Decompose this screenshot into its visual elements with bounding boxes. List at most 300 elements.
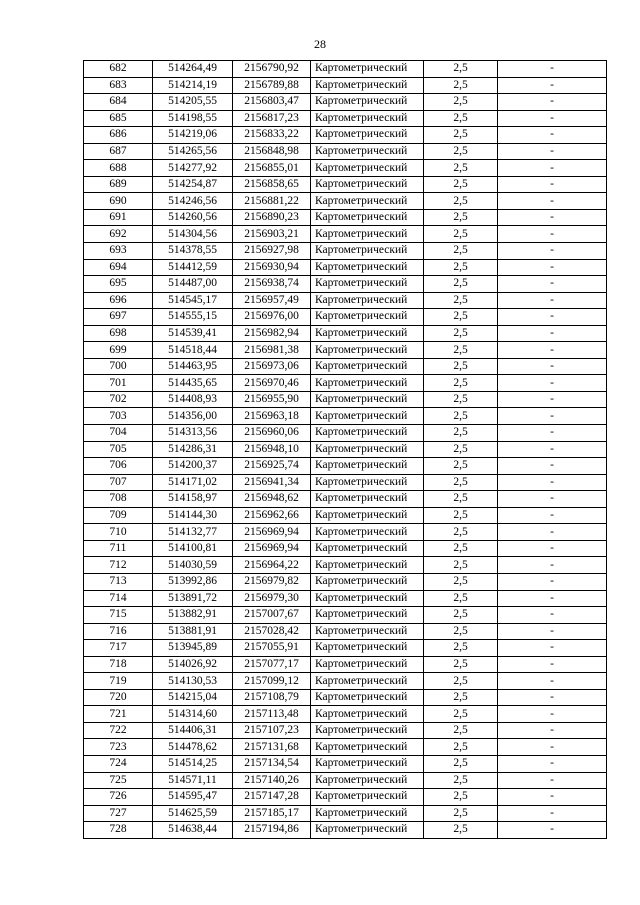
y-coordinate-cell: 2157147,28	[233, 789, 311, 806]
dash-cell: -	[498, 375, 607, 392]
y-coordinate-cell: 2157131,68	[233, 739, 311, 756]
x-coordinate-cell: 514638,44	[153, 822, 233, 839]
y-coordinate-cell: 2156970,46	[233, 375, 311, 392]
table-row	[84, 573, 607, 590]
x-coordinate-cell: 514518,44	[153, 342, 233, 359]
dash-cell: -	[498, 61, 607, 78]
dash-cell: -	[498, 805, 607, 822]
dash-cell: -	[498, 507, 607, 524]
dash-cell: -	[498, 127, 607, 144]
precision-cell: 2,5	[424, 143, 498, 160]
x-coordinate-cell: 514214,19	[153, 77, 233, 94]
table-row	[84, 689, 607, 706]
table-row	[84, 789, 607, 806]
point-number-cell: 726	[84, 789, 153, 806]
y-coordinate-cell: 2156969,94	[233, 540, 311, 557]
y-coordinate-cell: 2156855,01	[233, 160, 311, 177]
point-number-cell: 709	[84, 507, 153, 524]
method-cell: Картометрический	[311, 623, 424, 640]
dash-cell: -	[498, 391, 607, 408]
dash-cell: -	[498, 656, 607, 673]
y-coordinate-cell: 2157113,48	[233, 706, 311, 723]
point-number-cell: 692	[84, 226, 153, 243]
x-coordinate-cell: 514260,56	[153, 209, 233, 226]
dash-cell: -	[498, 342, 607, 359]
point-number-cell: 714	[84, 590, 153, 607]
precision-cell: 2,5	[424, 458, 498, 475]
method-cell: Картометрический	[311, 640, 424, 657]
point-number-cell: 688	[84, 160, 153, 177]
table-row	[84, 358, 607, 375]
dash-cell: -	[498, 789, 607, 806]
method-cell: Картометрический	[311, 408, 424, 425]
precision-cell: 2,5	[424, 226, 498, 243]
precision-cell: 2,5	[424, 110, 498, 127]
precision-cell: 2,5	[424, 292, 498, 309]
table-row	[84, 193, 607, 210]
method-cell: Картометрический	[311, 822, 424, 839]
point-number-cell: 710	[84, 524, 153, 541]
method-cell: Картометрический	[311, 110, 424, 127]
dash-cell: -	[498, 77, 607, 94]
point-number-cell: 700	[84, 358, 153, 375]
table-row	[84, 209, 607, 226]
y-coordinate-cell: 2156925,74	[233, 458, 311, 475]
x-coordinate-cell: 514595,47	[153, 789, 233, 806]
precision-cell: 2,5	[424, 243, 498, 260]
y-coordinate-cell: 2157099,12	[233, 673, 311, 690]
precision-cell: 2,5	[424, 375, 498, 392]
table-row	[84, 425, 607, 442]
table-row	[84, 722, 607, 739]
x-coordinate-cell: 514555,15	[153, 309, 233, 326]
x-coordinate-cell: 513881,91	[153, 623, 233, 640]
method-cell: Картометрический	[311, 425, 424, 442]
dash-cell: -	[498, 623, 607, 640]
y-coordinate-cell: 2156833,22	[233, 127, 311, 144]
point-number-cell: 718	[84, 656, 153, 673]
method-cell: Картометрический	[311, 507, 424, 524]
dash-cell: -	[498, 408, 607, 425]
precision-cell: 2,5	[424, 94, 498, 111]
method-cell: Картометрический	[311, 739, 424, 756]
x-coordinate-cell: 514200,37	[153, 458, 233, 475]
point-number-cell: 687	[84, 143, 153, 160]
method-cell: Картометрический	[311, 77, 424, 94]
y-coordinate-cell: 2156881,22	[233, 193, 311, 210]
precision-cell: 2,5	[424, 540, 498, 557]
table-row	[84, 739, 607, 756]
x-coordinate-cell: 514487,00	[153, 276, 233, 293]
precision-cell: 2,5	[424, 623, 498, 640]
table-row	[84, 491, 607, 508]
table-row	[84, 441, 607, 458]
point-number-cell: 693	[84, 243, 153, 260]
table-row	[84, 656, 607, 673]
method-cell: Картометрический	[311, 193, 424, 210]
point-number-cell: 702	[84, 391, 153, 408]
point-number-cell: 682	[84, 61, 153, 78]
x-coordinate-cell: 514144,30	[153, 507, 233, 524]
x-coordinate-cell: 514254,87	[153, 176, 233, 193]
precision-cell: 2,5	[424, 441, 498, 458]
dash-cell: -	[498, 425, 607, 442]
method-cell: Картометрический	[311, 607, 424, 624]
x-coordinate-cell: 514435,65	[153, 375, 233, 392]
precision-cell: 2,5	[424, 673, 498, 690]
y-coordinate-cell: 2156960,06	[233, 425, 311, 442]
precision-cell: 2,5	[424, 722, 498, 739]
precision-cell: 2,5	[424, 524, 498, 541]
table-row	[84, 772, 607, 789]
precision-cell: 2,5	[424, 259, 498, 276]
dash-cell: -	[498, 689, 607, 706]
y-coordinate-cell: 2156803,47	[233, 94, 311, 111]
dash-cell: -	[498, 458, 607, 475]
table-row	[84, 292, 607, 309]
precision-cell: 2,5	[424, 491, 498, 508]
x-coordinate-cell: 514264,49	[153, 61, 233, 78]
x-coordinate-cell: 514205,55	[153, 94, 233, 111]
y-coordinate-cell: 2156903,21	[233, 226, 311, 243]
table-row	[84, 391, 607, 408]
precision-cell: 2,5	[424, 590, 498, 607]
x-coordinate-cell: 514246,56	[153, 193, 233, 210]
method-cell: Картометрический	[311, 375, 424, 392]
point-number-cell: 704	[84, 425, 153, 442]
y-coordinate-cell: 2156948,10	[233, 441, 311, 458]
table-row	[84, 822, 607, 839]
precision-cell: 2,5	[424, 309, 498, 326]
y-coordinate-cell: 2156963,18	[233, 408, 311, 425]
x-coordinate-cell: 514378,55	[153, 243, 233, 260]
point-number-cell: 689	[84, 176, 153, 193]
precision-cell: 2,5	[424, 789, 498, 806]
y-coordinate-cell: 2157007,67	[233, 607, 311, 624]
x-coordinate-cell: 514314,60	[153, 706, 233, 723]
method-cell: Картометрический	[311, 474, 424, 491]
method-cell: Картометрический	[311, 722, 424, 739]
method-cell: Картометрический	[311, 673, 424, 690]
x-coordinate-cell: 514132,77	[153, 524, 233, 541]
precision-cell: 2,5	[424, 607, 498, 624]
point-number-cell: 697	[84, 309, 153, 326]
table-row	[84, 226, 607, 243]
dash-cell: -	[498, 755, 607, 772]
table-row	[84, 61, 607, 78]
table-row	[84, 160, 607, 177]
x-coordinate-cell: 514265,56	[153, 143, 233, 160]
table-row	[84, 623, 607, 640]
x-coordinate-cell: 514625,59	[153, 805, 233, 822]
dash-cell: -	[498, 276, 607, 293]
precision-cell: 2,5	[424, 640, 498, 657]
table-row	[84, 805, 607, 822]
point-number-cell: 703	[84, 408, 153, 425]
method-cell: Картометрический	[311, 358, 424, 375]
point-number-cell: 686	[84, 127, 153, 144]
precision-cell: 2,5	[424, 689, 498, 706]
x-coordinate-cell: 514356,00	[153, 408, 233, 425]
page-number: 28	[314, 37, 326, 51]
x-coordinate-cell: 513945,89	[153, 640, 233, 657]
dash-cell: -	[498, 557, 607, 574]
x-coordinate-cell: 514026,92	[153, 656, 233, 673]
y-coordinate-cell: 2156969,94	[233, 524, 311, 541]
precision-cell: 2,5	[424, 425, 498, 442]
method-cell: Картометрический	[311, 143, 424, 160]
point-number-cell: 698	[84, 325, 153, 342]
dash-cell: -	[498, 193, 607, 210]
x-coordinate-cell: 514545,17	[153, 292, 233, 309]
table-row	[84, 143, 607, 160]
method-cell: Картометрический	[311, 94, 424, 111]
point-number-cell: 712	[84, 557, 153, 574]
point-number-cell: 722	[84, 722, 153, 739]
y-coordinate-cell: 2156858,65	[233, 176, 311, 193]
x-coordinate-cell: 514277,92	[153, 160, 233, 177]
table-row	[84, 673, 607, 690]
precision-cell: 2,5	[424, 656, 498, 673]
x-coordinate-cell: 513882,91	[153, 607, 233, 624]
method-cell: Картометрический	[311, 391, 424, 408]
table-row	[84, 94, 607, 111]
point-number-cell: 707	[84, 474, 153, 491]
table-row	[84, 375, 607, 392]
method-cell: Картометрический	[311, 292, 424, 309]
x-coordinate-cell: 514030,59	[153, 557, 233, 574]
table-row	[84, 110, 607, 127]
y-coordinate-cell: 2156817,23	[233, 110, 311, 127]
table-row	[84, 325, 607, 342]
x-coordinate-cell: 514130,53	[153, 673, 233, 690]
method-cell: Картометрический	[311, 573, 424, 590]
method-cell: Картометрический	[311, 243, 424, 260]
dash-cell: -	[498, 822, 607, 839]
method-cell: Картометрический	[311, 226, 424, 243]
point-number-cell: 725	[84, 772, 153, 789]
method-cell: Картометрический	[311, 772, 424, 789]
table-row	[84, 755, 607, 772]
point-number-cell: 685	[84, 110, 153, 127]
dash-cell: -	[498, 176, 607, 193]
precision-cell: 2,5	[424, 127, 498, 144]
point-number-cell: 716	[84, 623, 153, 640]
dash-cell: -	[498, 607, 607, 624]
precision-cell: 2,5	[424, 193, 498, 210]
method-cell: Картометрический	[311, 656, 424, 673]
precision-cell: 2,5	[424, 573, 498, 590]
dash-cell: -	[498, 706, 607, 723]
method-cell: Картометрический	[311, 276, 424, 293]
point-number-cell: 723	[84, 739, 153, 756]
y-coordinate-cell: 2156957,49	[233, 292, 311, 309]
x-coordinate-cell: 514198,55	[153, 110, 233, 127]
dash-cell: -	[498, 491, 607, 508]
y-coordinate-cell: 2156938,74	[233, 276, 311, 293]
method-cell: Картометрический	[311, 176, 424, 193]
point-number-cell: 728	[84, 822, 153, 839]
method-cell: Картометрический	[311, 524, 424, 541]
x-coordinate-cell: 514571,11	[153, 772, 233, 789]
point-number-cell: 701	[84, 375, 153, 392]
dash-cell: -	[498, 590, 607, 607]
precision-cell: 2,5	[424, 342, 498, 359]
dash-cell: -	[498, 673, 607, 690]
point-number-cell: 699	[84, 342, 153, 359]
dash-cell: -	[498, 524, 607, 541]
dash-cell: -	[498, 110, 607, 127]
point-number-cell: 684	[84, 94, 153, 111]
method-cell: Картометрический	[311, 689, 424, 706]
table-row	[84, 458, 607, 475]
precision-cell: 2,5	[424, 755, 498, 772]
point-number-cell: 713	[84, 573, 153, 590]
precision-cell: 2,5	[424, 805, 498, 822]
table-row	[84, 342, 607, 359]
y-coordinate-cell: 2156890,23	[233, 209, 311, 226]
x-coordinate-cell: 514313,56	[153, 425, 233, 442]
method-cell: Картометрический	[311, 441, 424, 458]
table-row	[84, 524, 607, 541]
table-row	[84, 276, 607, 293]
dash-cell: -	[498, 739, 607, 756]
point-number-cell: 715	[84, 607, 153, 624]
x-coordinate-cell: 514286,31	[153, 441, 233, 458]
point-number-cell: 683	[84, 77, 153, 94]
precision-cell: 2,5	[424, 474, 498, 491]
table-row	[84, 557, 607, 574]
x-coordinate-cell: 514539,41	[153, 325, 233, 342]
method-cell: Картометрический	[311, 491, 424, 508]
point-number-cell: 720	[84, 689, 153, 706]
precision-cell: 2,5	[424, 772, 498, 789]
y-coordinate-cell: 2156973,06	[233, 358, 311, 375]
table-row	[84, 474, 607, 491]
y-coordinate-cell: 2157077,17	[233, 656, 311, 673]
x-coordinate-cell: 513992,86	[153, 573, 233, 590]
dash-cell: -	[498, 243, 607, 260]
y-coordinate-cell: 2157108,79	[233, 689, 311, 706]
x-coordinate-cell: 514304,56	[153, 226, 233, 243]
y-coordinate-cell: 2156948,62	[233, 491, 311, 508]
y-coordinate-cell: 2156981,38	[233, 342, 311, 359]
method-cell: Картометрический	[311, 61, 424, 78]
precision-cell: 2,5	[424, 391, 498, 408]
x-coordinate-cell: 514478,62	[153, 739, 233, 756]
point-number-cell: 708	[84, 491, 153, 508]
dash-cell: -	[498, 540, 607, 557]
precision-cell: 2,5	[424, 822, 498, 839]
method-cell: Картометрический	[311, 209, 424, 226]
point-number-cell: 696	[84, 292, 153, 309]
precision-cell: 2,5	[424, 706, 498, 723]
y-coordinate-cell: 2157107,23	[233, 722, 311, 739]
x-coordinate-cell: 514215,04	[153, 689, 233, 706]
x-coordinate-cell: 514171,02	[153, 474, 233, 491]
precision-cell: 2,5	[424, 358, 498, 375]
dash-cell: -	[498, 573, 607, 590]
precision-cell: 2,5	[424, 408, 498, 425]
table-row	[84, 309, 607, 326]
x-coordinate-cell: 514158,97	[153, 491, 233, 508]
point-number-cell: 690	[84, 193, 153, 210]
x-coordinate-cell: 514514,25	[153, 755, 233, 772]
table-row	[84, 243, 607, 260]
table-row	[84, 590, 607, 607]
method-cell: Картометрический	[311, 805, 424, 822]
x-coordinate-cell: 513891,72	[153, 590, 233, 607]
point-number-cell: 694	[84, 259, 153, 276]
table-row	[84, 176, 607, 193]
y-coordinate-cell: 2157185,17	[233, 805, 311, 822]
dash-cell: -	[498, 640, 607, 657]
dash-cell: -	[498, 358, 607, 375]
method-cell: Картометрический	[311, 590, 424, 607]
method-cell: Картометрический	[311, 458, 424, 475]
x-coordinate-cell: 514219,06	[153, 127, 233, 144]
table-row	[84, 640, 607, 657]
table-row	[84, 507, 607, 524]
dash-cell: -	[498, 474, 607, 491]
table-row	[84, 408, 607, 425]
precision-cell: 2,5	[424, 176, 498, 193]
x-coordinate-cell: 514463,95	[153, 358, 233, 375]
precision-cell: 2,5	[424, 61, 498, 78]
y-coordinate-cell: 2157028,42	[233, 623, 311, 640]
y-coordinate-cell: 2156979,82	[233, 573, 311, 590]
precision-cell: 2,5	[424, 77, 498, 94]
table-row	[84, 540, 607, 557]
y-coordinate-cell: 2156927,98	[233, 243, 311, 260]
dash-cell: -	[498, 209, 607, 226]
y-coordinate-cell: 2156790,92	[233, 61, 311, 78]
method-cell: Картометрический	[311, 127, 424, 144]
method-cell: Картометрический	[311, 755, 424, 772]
y-coordinate-cell: 2156930,94	[233, 259, 311, 276]
table-row	[84, 127, 607, 144]
y-coordinate-cell: 2156976,00	[233, 309, 311, 326]
coordinates-table	[83, 60, 607, 839]
precision-cell: 2,5	[424, 160, 498, 177]
x-coordinate-cell: 514408,93	[153, 391, 233, 408]
dash-cell: -	[498, 772, 607, 789]
y-coordinate-cell: 2156941,34	[233, 474, 311, 491]
table-row	[84, 77, 607, 94]
method-cell: Картометрический	[311, 557, 424, 574]
method-cell: Картометрический	[311, 342, 424, 359]
dash-cell: -	[498, 722, 607, 739]
precision-cell: 2,5	[424, 557, 498, 574]
precision-cell: 2,5	[424, 325, 498, 342]
precision-cell: 2,5	[424, 276, 498, 293]
dash-cell: -	[498, 94, 607, 111]
dash-cell: -	[498, 309, 607, 326]
method-cell: Картометрический	[311, 706, 424, 723]
method-cell: Картометрический	[311, 789, 424, 806]
dash-cell: -	[498, 259, 607, 276]
precision-cell: 2,5	[424, 507, 498, 524]
method-cell: Картометрический	[311, 309, 424, 326]
point-number-cell: 695	[84, 276, 153, 293]
point-number-cell: 727	[84, 805, 153, 822]
dash-cell: -	[498, 441, 607, 458]
dash-cell: -	[498, 292, 607, 309]
method-cell: Картометрический	[311, 540, 424, 557]
method-cell: Картометрический	[311, 259, 424, 276]
x-coordinate-cell: 514406,31	[153, 722, 233, 739]
point-number-cell: 691	[84, 209, 153, 226]
